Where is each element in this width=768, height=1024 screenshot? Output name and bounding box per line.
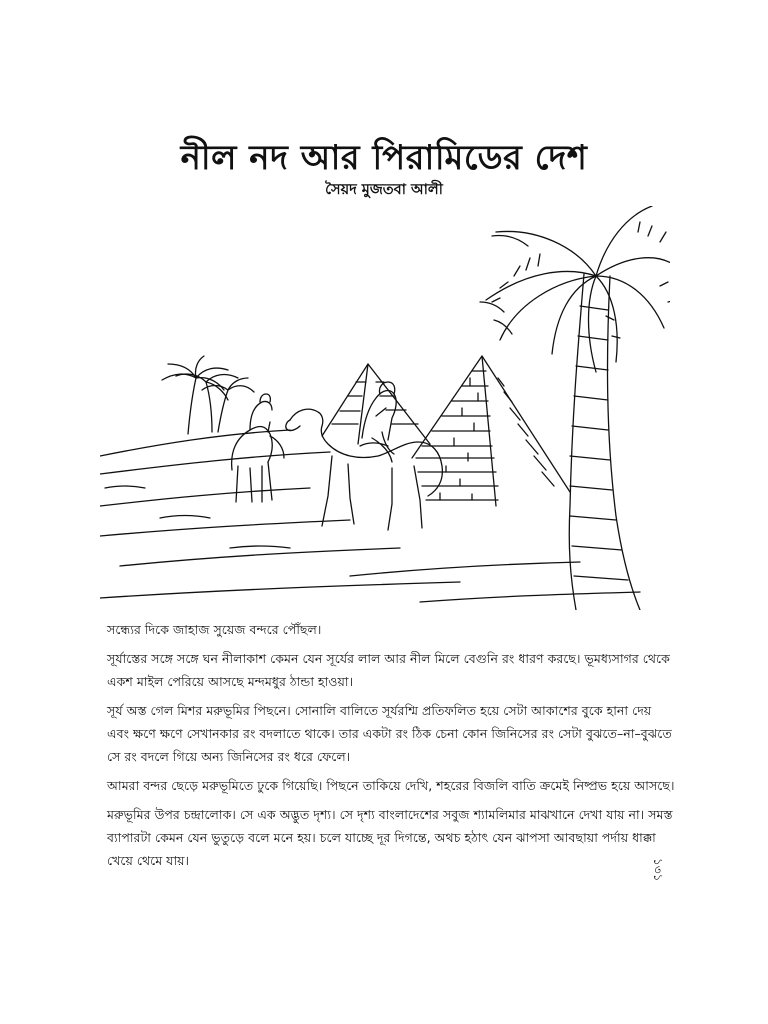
camel-with-rider [286, 382, 443, 530]
article-author: সৈয়দ মুজতবা আলী [325, 182, 443, 198]
large-palm-tree [480, 206, 670, 610]
article-title: নীল নদ আর পিরামিডের দেশ [180, 138, 588, 178]
small-pyramid [322, 364, 430, 444]
paragraph-5: মরুভূমির উপর চন্দ্রালোক। সে এক অদ্ভুত দৃশ্য। সে দৃশ্য বাংলাদেশের সবুজ শ্যামলিমার মাঝখানে দেখা যায় না। সমস্ত ব্যাপারটা কেমন যেন ভুতুড়ে বলে মনে হয়। চলে যাচ্ছে দূর দিগন্তে, অথচ হঠাৎ যেন ঝাপসা আবছায়া পর্দায় ধাক্কা খেয়ে থেমে যায়। [107, 807, 673, 868]
page-number: ১৩১ [651, 858, 665, 882]
paragraph-1: সন্ধ্যের দিকে জাহাজ সুয়েজ বন্দরে পৌঁছল। [107, 622, 322, 637]
paragraph-2: সূর্যাস্তের সঙ্গে সঙ্গে ঘন নীলাকাশ কেমন যেন সূর্যের লাল আর নীল মিলে বেগুনি রং ধারণ করছে। ভূমধ্যসাগর থেকে একশ মাইল পেরিয়ে আসছে মন্দমধুর ঠান্ডা হাওয়া। [107, 651, 670, 689]
desert-ground [100, 430, 640, 602]
paragraph-4: আমরা বন্দর ছেড়ে মরুভূমিতে ঢুকে গিয়েছি। পিছনে তাকিয়ে দেখি, শহরের বিজলি বাতি ক্রমেই নিষ্প্রভ হয়ে আসছে। [107, 778, 675, 793]
distant-palm-trees [162, 356, 254, 434]
large-pyramid [412, 356, 570, 506]
paragraph-3: সূর্য অস্ত গেল মিশর মরুভূমির পিছনে। সোনালি বালিতে সূর্যরশ্মি প্রতিফলিত হয়ে সেটা আকাশের বুকে হানা দেয় এবং ক্ষণে ক্ষণে সেখানকার রং বদলাতে থাকে। তার একটা রং ঠিক চেনা কোন জিনিসের রং সেটা বুঝতে–না–বুঝতে সে রং বদলে গিয়ে অন্য জিনিসের রং ধরে ফেলে। [107, 703, 672, 764]
distant-camel-rider [232, 394, 284, 502]
desert-pyramid-illustration [100, 206, 670, 610]
article-body [107, 618, 677, 878]
